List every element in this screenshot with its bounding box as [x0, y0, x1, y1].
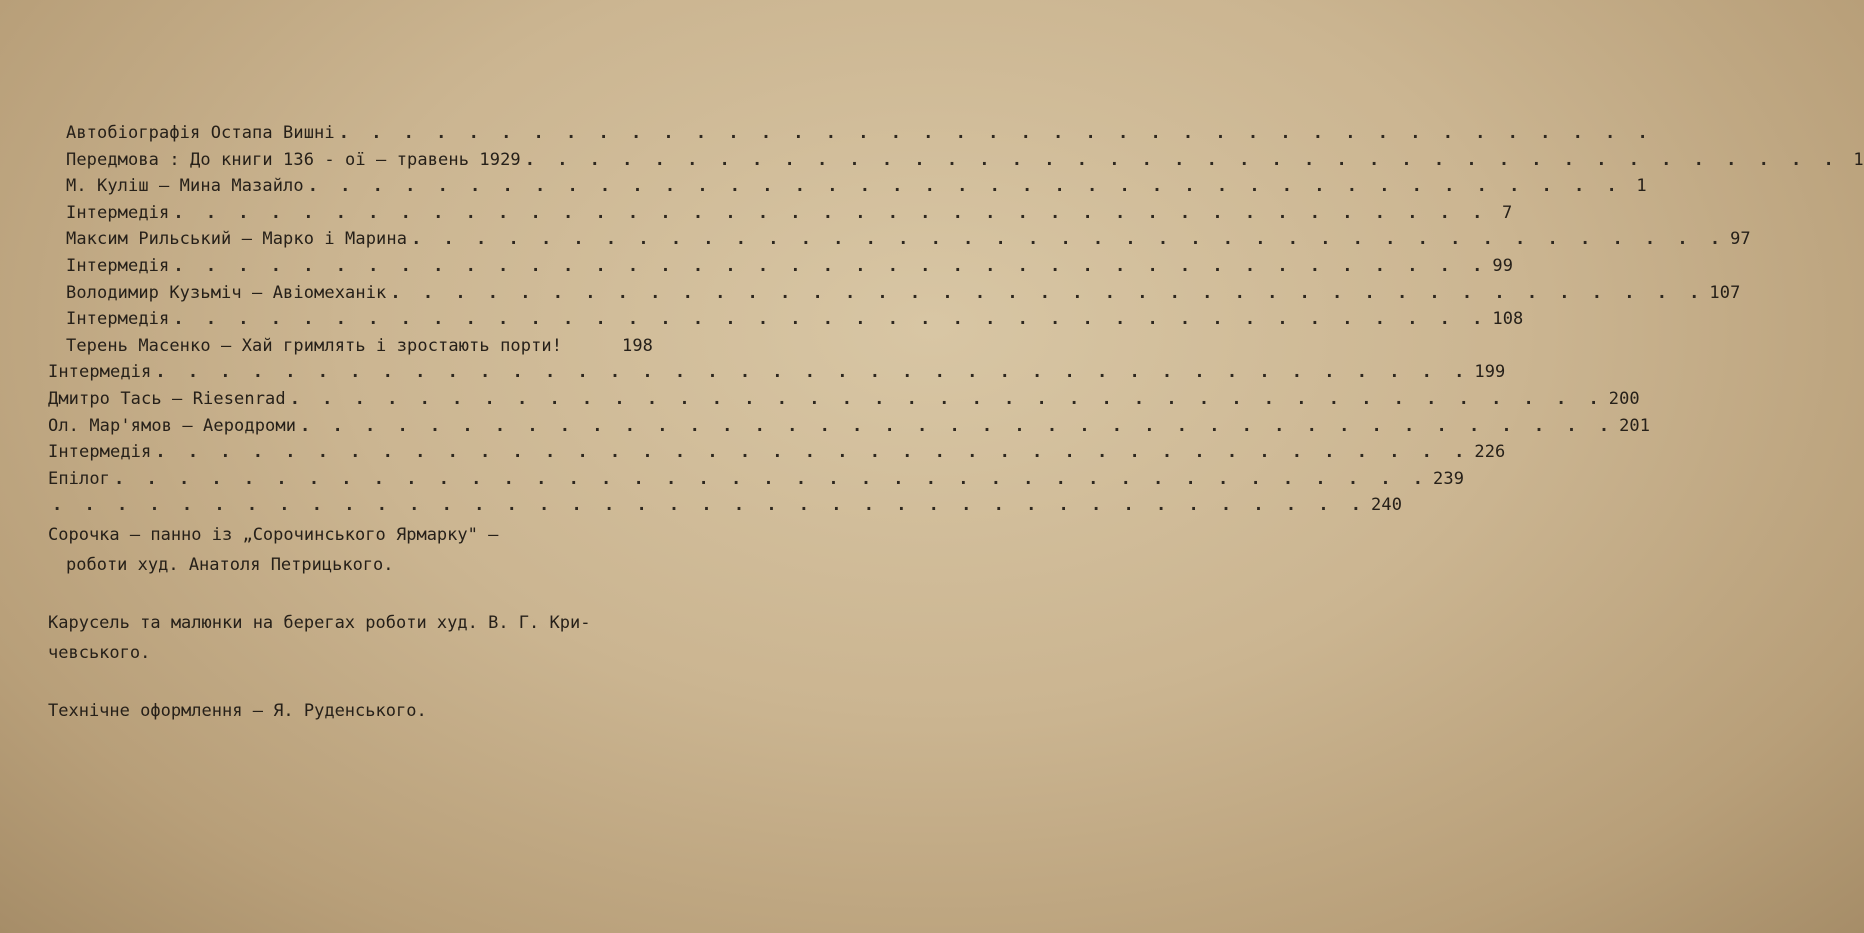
toc-entry-epilogue: [48, 466, 1465, 493]
credit-sorochka: [48, 520, 658, 580]
toc-entry-title: Терень Масенко — Хай гримлять і зростають порти!: [66, 335, 563, 356]
toc-entry-masenko: [48, 333, 653, 360]
toc-entry-tas: [48, 386, 1640, 413]
toc-entry-title: Максим Рильський — Марко і Марина: [66, 229, 408, 250]
toc-dot-leader: . . . . . . . . . . . . . . . . . . . . . . . . . . . . . . . . . . . . . . . . .: [289, 388, 1605, 409]
toc-entry-page: 240: [1371, 495, 1403, 516]
toc-dot-leader: . . . . . . . . . . . . . . . . . . . . . . . . . . . . . . . . . . . . . . . . .: [52, 495, 1368, 516]
toc-entry-title: Передмова : До книги 136 - ої — травень 1929: [66, 149, 521, 170]
toc-dot-leader: . . . . . . . . . . . . . . . . . . . . . . . . . . . . . . . . . . . . . . . . .: [173, 309, 1489, 330]
toc-dot-leader: . . . . . . . . . . . . . . . . . . . . . . . . . . . . . . . . . . . . . . . . .: [155, 362, 1471, 383]
toc-entry-maryamov: [48, 413, 1651, 440]
credit-karusel: [48, 608, 658, 668]
toc-dot-leader: . . . . . . . . . . . . . . . . . . . . . . . . . . . . . . . . . . . . . . . . .: [155, 442, 1471, 463]
toc-entry-final: [48, 492, 1403, 519]
toc-entry-page: 198: [621, 335, 653, 356]
toc-entry-title: Інтермедія: [48, 442, 152, 463]
toc-dot-leader: . . . . . . . . . . . . . . . . . . . . . . . . . . . . . . . . . . . . . . . . .: [411, 229, 1727, 250]
toc-entry-intermedia-2: [48, 253, 1514, 280]
credit-line: чевського.: [48, 643, 151, 663]
toc-entry-page: 226: [1474, 442, 1506, 463]
toc-entry-title: Інтермедія: [66, 202, 170, 223]
toc-entry-page: 1: [1636, 176, 1647, 197]
toc-entry-page: 200: [1608, 388, 1640, 409]
toc-entry-autobiography: [48, 120, 1654, 147]
credit-technical: [48, 696, 658, 726]
toc-entry-title: Ол. Мар'ямов — Аеродроми: [48, 415, 297, 436]
toc-dot-leader: . . . . . . . . . . . . . . . . . . . . . . . . . . . . . . . . . . . . . . . . .: [300, 415, 1616, 436]
toc-dot-leader: . . . . . . . . . . . . . . . . . . . . . . . . . . . . . . . . . . . . . . . . .: [524, 149, 1840, 170]
toc-entry-kuzmich: [48, 280, 1741, 307]
toc-entry-intermedia-4: [48, 359, 1506, 386]
toc-entry-page: 107: [1709, 282, 1741, 303]
credit-line: Сорочка — панно із „Сорочинського Ярмарку" —: [48, 525, 499, 545]
credit-line: роботи худ. Анатоля Петрицького.: [66, 555, 394, 575]
toc-entry-page: 1: [1853, 149, 1864, 170]
toc-entry-title: Інтермедія: [66, 255, 170, 276]
toc-entry-page: 199: [1474, 362, 1506, 383]
toc-entry-title: Автобіографія Остапа Вишні: [66, 123, 335, 143]
toc-entry-page: 108: [1492, 309, 1524, 330]
toc-dot-leader: . . . . . . . . . . . . . . . . . . . . . . . . . . . . . . . . . . . . . . . . .: [307, 176, 1623, 197]
toc-entry-title: Володимир Кузьміч — Авіомеханік: [66, 282, 387, 303]
toc-entry-title: М. Куліш — Мина Мазайло: [66, 176, 304, 197]
toc-entry-title: Епілог: [48, 468, 111, 489]
credit-line: Технічне оформлення — Я. Руденського.: [48, 701, 427, 721]
table-of-contents: [48, 120, 1864, 519]
toc-entry-page: 239: [1433, 468, 1465, 489]
toc-entry-intermedia-5: [48, 439, 1506, 466]
toc-entry-page: 201: [1619, 415, 1651, 436]
toc-entry-title: Інтермедія: [66, 309, 170, 330]
toc-dot-leader: . . . . . . . . . . . . . . . . . . . . . . . . . . . . . . . . . . . . . . . . .: [173, 255, 1489, 276]
toc-dot-leader: . . . . . . . . . . . . . . . . . . . . . . . . . . . . . . . . . . . . . . . . .: [390, 282, 1706, 303]
toc-dot-leader: . . . . . . . . . . . . . . . . . . . . . . . . . . . . . . . . . . . . . . . . .: [338, 123, 1654, 143]
toc-dot-leader: . . . . . . . . . . . . . . . . . . . . . . . . . . . . . . . . . . . . . . . . .: [173, 202, 1489, 223]
toc-entry-kulish: [48, 173, 1647, 200]
toc-dot-leader: . . . . . . . . . . . . . . . . . . . . . . . . . . . . . . . . . . . . . . . . .: [114, 468, 1430, 489]
toc-entry-title: Дмитро Тась — Riesenrad: [48, 388, 286, 409]
toc-entry-page: 99: [1492, 255, 1514, 276]
toc-entry-foreword: [48, 147, 1864, 174]
toc-entry-intermedia-1: [48, 200, 1513, 227]
toc-entry-title: Інтермедія: [48, 362, 152, 383]
toc-entry-intermedia-3: [48, 306, 1524, 333]
illustration-credits: [48, 520, 658, 754]
toc-entry-page: 7: [1502, 202, 1513, 223]
toc-entry-page: 97: [1730, 229, 1751, 250]
credit-line: Карусель та малюнки на берегах роботи худ. В. Г. Кри-: [48, 613, 591, 633]
toc-entry-rylsky: [48, 226, 1751, 253]
